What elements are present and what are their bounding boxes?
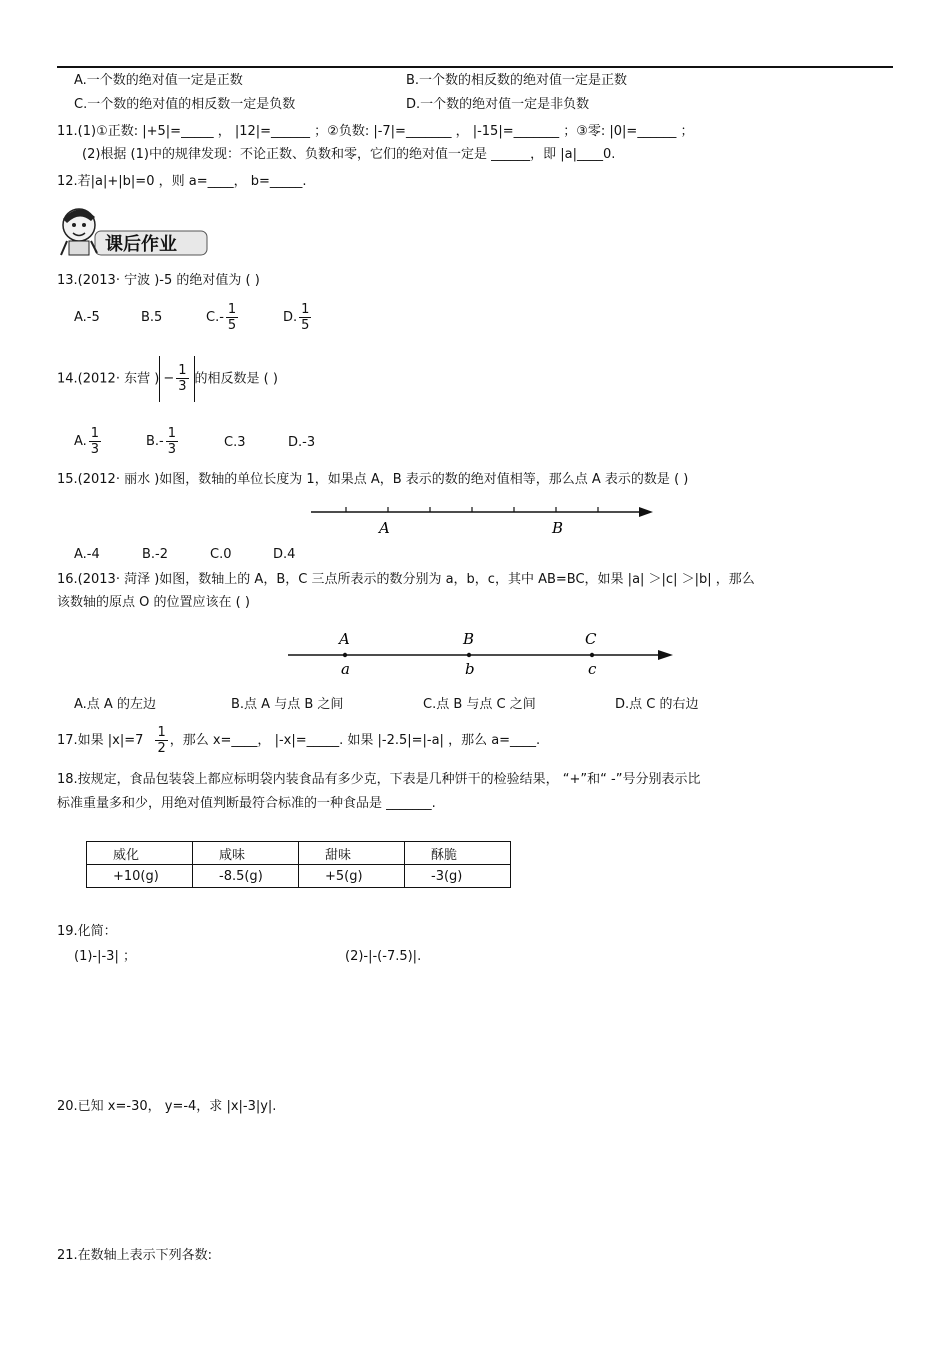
q14-option-c: C.3 (224, 435, 246, 450)
q14-b-prefix: B.- (146, 434, 164, 449)
q14-b-num: 1 (167, 426, 177, 441)
q16-point-b: B (463, 630, 475, 648)
banner-text: 课后作业 (105, 234, 177, 255)
table-cell: -8.5(g) (193, 865, 299, 888)
q14-suffix: 的相反数是 ( ) (194, 371, 278, 387)
table-cell: +10(g) (87, 865, 193, 888)
q14-stem (57, 356, 278, 403)
q14-a-prefix: A. (74, 434, 87, 449)
q13-c-num: 1 (227, 302, 237, 317)
q13-d-den: 5 (301, 318, 310, 333)
table-header-cell: 威化 (87, 842, 193, 865)
q15-option-a: A.-4 (74, 547, 100, 562)
q15-stem: 15.(2012· 丽水 )如图，数轴的单位长度为 1，如果点 A，B 表示的数的绝对值相等，那么点 A 表示的数是 ( ) (57, 472, 689, 487)
q13-c-den: 5 (227, 318, 237, 333)
q18-table (86, 841, 511, 888)
q13-c-prefix: C.- (206, 310, 224, 325)
q15-label-b: B (552, 519, 564, 537)
q14-sign: − (163, 371, 175, 386)
q16-value-a: a (341, 660, 350, 678)
table-header-cell: 咸味 (193, 842, 299, 865)
table-row (87, 865, 511, 888)
top-rule (57, 66, 893, 68)
q10-option-d: D.一个数的绝对值一定是非负数 (406, 97, 590, 112)
q16-option-b: B.点 A 与点 B 之间 (231, 697, 344, 712)
q13-d-num: 1 (301, 302, 310, 317)
q18-line1: 18.按规定，食品包装袋上都应标明袋内装食品有多少克，下表是几种饼干的检验结果， “+”和“ -”号分别表示比 (57, 772, 701, 787)
q19-part1: (1)-|-3| ； (74, 949, 136, 964)
q14-a-fraction (89, 426, 101, 457)
q17-text (57, 719, 540, 763)
table-cell: +5(g) (299, 865, 405, 888)
q16-point-a: A (339, 630, 350, 648)
q20-text: 20.已知 x=-30， y=-4，求 |x|-3|y|. (57, 1099, 277, 1114)
q13-c-fraction (226, 302, 238, 333)
q10-option-c: C.一个数的绝对值的相反数一定是负数 (74, 97, 296, 112)
q16-option-a: A.点 A 的左边 (74, 697, 156, 712)
q16-point-c: C (585, 630, 597, 648)
q12-text: 12.若|a|+|b|=0 ，则 a=____， b=_____. (57, 174, 307, 189)
q11-line2: (2)根据 (1)中的规律发现：不论正数、负数和零，它们的绝对值一定是 ______，即 |a|____0. (82, 147, 616, 162)
q11-line1: 11.(1)①正数: |+5|=_____ ， |12|=______ ；②负数: |-7|=_______ ， |-15|=_______ ；③零: |0|=______ ； (57, 124, 694, 139)
q18-line2: 标准重量多和少，用绝对值判断最符合标准的一种食品是 _______. (57, 796, 436, 811)
q14-option-d: D.-3 (288, 435, 316, 450)
q17-prefix: 17.如果 |x|=7 (57, 733, 144, 748)
homework-banner-icon (55, 203, 210, 259)
q19-part2: (2)-|-(-7.5)|. (345, 949, 422, 964)
q16-number-line (283, 626, 678, 678)
q10-option-b: B.一个数的相反数的绝对值一定是正数 (406, 73, 628, 88)
q16-line2: 该数轴的原点 O 的位置应该在 ( ) (57, 595, 250, 610)
table-header-cell: 酥脆 (405, 842, 511, 865)
q14-b-fraction (166, 426, 178, 457)
q15-option-c: C.0 (210, 547, 232, 562)
q16-option-c: C.点 B 与点 C 之间 (423, 697, 536, 712)
q16-value-b: b (465, 660, 475, 678)
q17-suffix: ，那么 x=____， |-x|=_____. 如果 |-2.5|=|-a| ，那么 a=____. (169, 733, 541, 748)
table-cell: -3(g) (405, 865, 511, 888)
table-header-cell: 甜味 (299, 842, 405, 865)
q14-b-den: 3 (167, 442, 177, 457)
q14-option-b (146, 421, 180, 463)
q14-fraction (176, 363, 188, 394)
q16-line1: 16.(2013· 菏泽 )如图，数轴上的 A，B，C 三点所表示的数分别为 a，b，c，其中 AB=BC，如果 |a| ＞|c| ＞|b| ，那么 (57, 572, 755, 587)
q21-text: 21.在数轴上表示下列各数: (57, 1248, 213, 1263)
q14-a-den: 3 (90, 442, 100, 457)
q13-stem: 13.(2013· 宁波 )-5 的绝对值为 ( ) (57, 273, 260, 288)
q15-option-b: B.-2 (142, 547, 169, 562)
q15-label-a: A (379, 519, 390, 537)
q14-den: 3 (178, 379, 187, 394)
q16-option-d: D.点 C 的右边 (615, 697, 699, 712)
q13-option-d (283, 297, 313, 339)
table-header-row (87, 842, 511, 865)
q16-value-c: c (588, 660, 597, 678)
q10-option-a: A.一个数的绝对值一定是正数 (74, 73, 243, 88)
q14-absolute-value (159, 356, 194, 402)
q19-stem: 19.化简： (57, 924, 117, 939)
q13-d-prefix: D. (283, 310, 298, 325)
q14-option-a (74, 421, 103, 463)
q13-option-c (206, 297, 240, 339)
q13-option-b: B.5 (141, 310, 163, 325)
q15-option-d: D.4 (273, 547, 296, 562)
q13-d-fraction (299, 302, 311, 333)
q13-option-a: A.-5 (74, 310, 100, 325)
q14-a-num: 1 (90, 426, 100, 441)
q14-num: 1 (178, 363, 187, 378)
q17-num: 1 (157, 725, 166, 740)
q15-number-line (305, 500, 660, 540)
q14-prefix: 14.(2012· 东营 ) (57, 371, 160, 387)
q17-den: 2 (157, 741, 166, 756)
q17-fraction (155, 725, 167, 756)
